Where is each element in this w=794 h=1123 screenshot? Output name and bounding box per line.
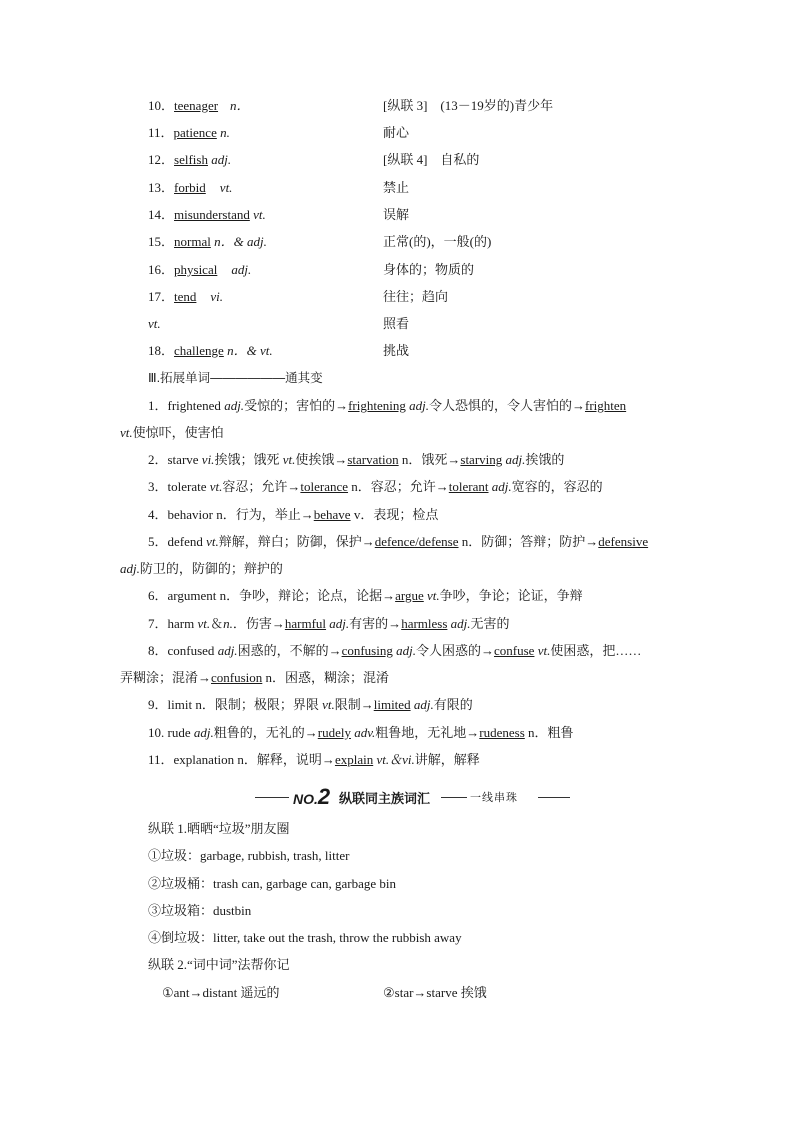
- zong2-item-left: ①ant→distant 遥远的: [162, 985, 280, 1000]
- zong1-item: ③垃圾箱：dustbin: [148, 903, 252, 918]
- ext-item-6: 6．argument n．争吵，辩论；论点，论据→argue vt.争吵，争论；论证，争辩: [148, 588, 583, 603]
- vocab-row: vt.: [148, 316, 161, 331]
- vocab-meaning: 身体的；物质的: [383, 262, 475, 277]
- vocab-row: 12．selfish adj.: [148, 152, 232, 167]
- vocab-meaning: 耐心: [383, 125, 410, 140]
- ext-item-3: 3．tolerate vt.容忍；允许→tolerance n．容忍；允许→tolerant adj.宽容的，容忍的: [148, 479, 603, 494]
- ext-item-7: 7．harm vt.＆n.．伤害→harmful adj.有害的→harmless adj.无害的: [148, 616, 510, 631]
- ext-item-1-cont: vt.使惊吓，使害怕: [120, 425, 224, 440]
- vocab-row: 10．teenager n．: [148, 98, 250, 113]
- ext-item-10: 10. rude adj.粗鲁的，无礼的→rudely adv.粗鲁地，无礼地→rudeness n．粗鲁: [148, 725, 574, 740]
- ext-item-8-cont: 弄糊涂；混淆→confusion n．困惑，糊涂；混淆: [120, 670, 390, 685]
- vocab-meaning: 挑战: [383, 343, 410, 358]
- vocab-row: 14．misunderstand vt.: [148, 207, 266, 222]
- vocab-row: 11．patience n.: [148, 125, 230, 140]
- ext-item-11: 11．explanation n．解释，说明→explain vt.＆vi.讲解，解释: [148, 752, 480, 767]
- banner-rule-right: [538, 797, 570, 798]
- banner-rule-mid: [441, 797, 467, 798]
- vocab-row: 18．challenge n．& vt.: [148, 343, 273, 358]
- ext-item-9: 9．limit n．限制；极限；界限 vt.限制→limited adj.有限的: [148, 697, 473, 712]
- vocab-row: 15．normal n．& adj.: [148, 234, 267, 249]
- banner-rule-left: [255, 797, 289, 798]
- section-title: Ⅲ.拓展单词——————通其变: [148, 371, 323, 385]
- ext-item-2: 2．starve vi.挨饿；饿死 vt.使挨饿→starvation n．饿死→starving adj.挨饿的: [148, 452, 565, 467]
- banner-number: NO.2: [293, 784, 331, 809]
- vocab-meaning: [纵联 3] (13－19岁的)青少年: [383, 98, 554, 113]
- vocab-meaning: 照看: [383, 316, 410, 331]
- banner-title: 纵联同主族词汇: [339, 791, 431, 806]
- vocab-meaning: 往往；趋向: [383, 289, 449, 304]
- zong2-item-right: ②star→starve 挨饿: [383, 985, 487, 1000]
- vocab-row: 17．tend vi.: [148, 289, 224, 304]
- vocab-meaning: 禁止: [383, 180, 410, 195]
- vocab-row: 13．forbid vt.: [148, 180, 233, 195]
- zong1-item: ①垃圾：garbage, rubbish, trash, litter: [148, 848, 350, 863]
- ext-item-5: 5．defend vt.辩解，辩白；防御，保护→defence/defense n．防御；答辩；防护→defensive: [148, 534, 649, 549]
- vocab-meaning: 误解: [383, 207, 410, 222]
- vocab-row: 16．physical adj.: [148, 262, 252, 277]
- zong1-item: ②垃圾桶：trash can, garbage can, garbage bin: [148, 876, 396, 891]
- ext-item-4: 4．behavior n．行为，举止→behave v．表现；检点: [148, 507, 439, 522]
- ext-item-5-cont: adj.防卫的，防御的；辩护的: [120, 561, 283, 576]
- zong2-title: 纵联 2.“词中词”法帮你记: [148, 957, 290, 972]
- ext-item-8: 8．confused adj.困惑的，不解的→confusing adj.令人困惑的→confuse vt.使困惑，把……: [148, 643, 642, 658]
- ext-item-1: 1．frightened adj.受惊的；害怕的→frightening adj.令人恐惧的，令人害怕的→frighten: [148, 398, 627, 413]
- banner-subtitle: 一线串珠: [470, 792, 518, 804]
- section-banner: [255, 784, 570, 809]
- zong1-title: 纵联 1.晒晒“垃圾”朋友圈: [148, 821, 290, 836]
- vocab-meaning: 正常(的)，一般(的): [383, 234, 492, 249]
- vocab-meaning: [纵联 4] 自私的: [383, 152, 480, 167]
- zong1-item: ④倒垃圾：litter, take out the trash, throw the rubbish away: [148, 930, 462, 945]
